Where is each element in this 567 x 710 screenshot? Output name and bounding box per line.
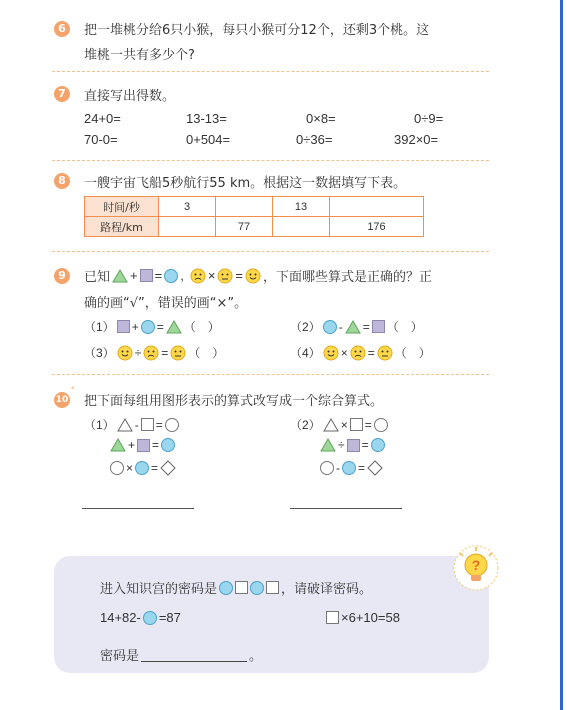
smile-face-icon [245, 268, 261, 284]
answer-end: 。 [249, 648, 263, 663]
equation-text: 14+82- [100, 610, 141, 625]
puzzle-equation-2 [326, 610, 400, 625]
divider [52, 251, 489, 252]
square-icon [137, 439, 150, 452]
q10-part1-row2: + = [110, 438, 175, 452]
page-edge-bar [560, 0, 563, 710]
puzzle-text: 进入知识宫的密码是 [100, 582, 218, 597]
table-header-distance: 路程/km [85, 217, 159, 237]
equation-text: =87 [158, 610, 181, 625]
triangle-icon [320, 438, 336, 452]
sad-face-icon [350, 345, 366, 361]
smile-face-icon [117, 345, 133, 361]
q10-part1-row1: （1） - = [84, 416, 179, 433]
q6-text-line2: 堆桃一共有多少个? [84, 48, 195, 63]
neutral-face-icon [377, 345, 393, 361]
item-label: （4） [290, 346, 321, 360]
q7-expr: 0+504= [186, 132, 231, 147]
square-icon [117, 320, 130, 333]
q9-line1-start: 已知 [84, 270, 111, 285]
q7-expr: 392×0= [394, 132, 439, 147]
answer-blank[interactable]: （ ） [183, 320, 220, 334]
item-label: （1） [84, 418, 115, 432]
puzzle-equation-1 [100, 610, 181, 625]
square-outline-icon [141, 418, 154, 431]
bulb-question-mark: ? [471, 557, 481, 573]
circle-outline-icon [320, 461, 334, 475]
triangle-icon [166, 320, 182, 334]
q6-text-line1: 把一堆桃分给6只小猴，每只小猴可分12个，还剩3个桃。这 [84, 23, 430, 38]
circle-outline-icon [110, 461, 124, 475]
puzzle-answer-row [100, 645, 262, 664]
question-number-6: 6 [54, 21, 70, 37]
q7-expr: 0×8= [306, 111, 336, 126]
q9-line1: 已知 + = , × = ，下面哪些算式是正确的？正 [84, 268, 433, 285]
table-row [85, 197, 424, 217]
table-cell[interactable] [273, 217, 330, 237]
question-number-9: 9 [54, 268, 70, 284]
triangle-outline-icon [323, 418, 339, 432]
square-outline-icon [235, 581, 248, 594]
q9-line2: 确的画“√”，错误的画“×”。 [84, 296, 248, 311]
q7-expr: 0÷9= [414, 111, 444, 126]
item-label: （3） [84, 346, 115, 360]
answer-blank[interactable]: （ ） [188, 346, 225, 360]
equation-text: ×6+10=58 [341, 610, 400, 625]
item-label: （2） [290, 320, 321, 334]
table-row [85, 217, 424, 237]
q10-part2-row1: （2） × = [290, 416, 388, 433]
q8-prompt: 一艘宇宙飞船5秒航行55 km。根据这一数据填写下表。 [84, 176, 407, 191]
table-cell: 13 [273, 197, 330, 217]
square-outline-icon [350, 418, 363, 431]
table-header-time: 时间/秒 [85, 197, 159, 217]
table-cell: 3 [159, 197, 216, 217]
answer-line[interactable] [82, 508, 194, 509]
circle-icon [135, 461, 149, 475]
q7-prompt: 直接写出得数。 [84, 89, 176, 104]
diamond-icon [160, 460, 176, 476]
circle-icon [164, 269, 178, 283]
triangle-icon [345, 320, 361, 334]
q10-prompt: 把下面每组用图形表示的算式改写成一个综合算式。 [84, 394, 384, 409]
circle-outline-icon [374, 418, 388, 432]
q9-item-4: （4） × = （ ） [290, 345, 431, 360]
divider [52, 160, 489, 161]
q9-item-2: （2） - = （ ） [290, 319, 423, 334]
q7-expr: 0÷36= [296, 132, 333, 147]
q10-part1-row3: × = [110, 460, 176, 476]
answer-blank[interactable]: （ ） [386, 320, 423, 334]
answer-blank[interactable]: （ ） [394, 346, 431, 360]
triangle-icon [110, 438, 126, 452]
q9-item-3: （3） ÷ = （ ） [84, 345, 225, 360]
q10-part2-row2: ÷ = [320, 438, 385, 452]
square-outline-icon [326, 611, 339, 624]
item-label: （1） [84, 320, 115, 334]
challenge-star: * [71, 385, 75, 393]
circle-icon [342, 461, 356, 475]
triangle-icon [112, 269, 128, 283]
answer-line[interactable] [290, 508, 402, 509]
neutral-face-icon [217, 268, 233, 284]
lightbulb-icon [452, 544, 500, 592]
table-cell: 77 [216, 217, 273, 237]
circle-icon [323, 320, 337, 334]
divider [52, 374, 489, 375]
answer-label: 密码是 [100, 649, 140, 664]
question-number-10: 10 [54, 392, 70, 408]
circle-icon [141, 320, 155, 334]
table-cell[interactable] [159, 217, 216, 237]
q7-expr: 24+0= [84, 111, 121, 126]
circle-icon [161, 438, 175, 452]
password-answer-line[interactable] [141, 648, 247, 662]
question-number-7: 7 [54, 86, 70, 102]
q7-expr: 13-13= [186, 111, 227, 126]
sad-face-icon [190, 268, 206, 284]
circle-icon [219, 581, 233, 595]
smile-face-icon [323, 345, 339, 361]
triangle-outline-icon [117, 418, 133, 432]
q9-line1-end: ，下面哪些算式是正确的？正 [263, 270, 433, 285]
table-cell[interactable] [330, 197, 424, 217]
item-label: （2） [290, 418, 321, 432]
question-number-8: 8 [54, 173, 70, 189]
sad-face-icon [143, 345, 159, 361]
square-icon [347, 439, 360, 452]
table-cell[interactable] [216, 197, 273, 217]
puzzle-line1 [100, 578, 372, 597]
divider [52, 71, 489, 72]
table-cell: 176 [330, 217, 424, 237]
circle-icon [371, 438, 385, 452]
square-outline-icon [266, 581, 279, 594]
puzzle-text: ，请破译密码。 [281, 582, 373, 597]
circle-outline-icon [165, 418, 179, 432]
q7-expr: 70-0= [84, 132, 118, 147]
square-icon [372, 320, 385, 333]
distance-table [84, 196, 424, 237]
q10-part2-row3: - = [320, 460, 383, 476]
q9-item-1: （1） + = （ ） [84, 319, 220, 334]
diamond-icon [367, 460, 383, 476]
neutral-face-icon [170, 345, 186, 361]
square-icon [140, 269, 153, 282]
circle-icon [143, 611, 157, 625]
circle-icon [250, 581, 264, 595]
